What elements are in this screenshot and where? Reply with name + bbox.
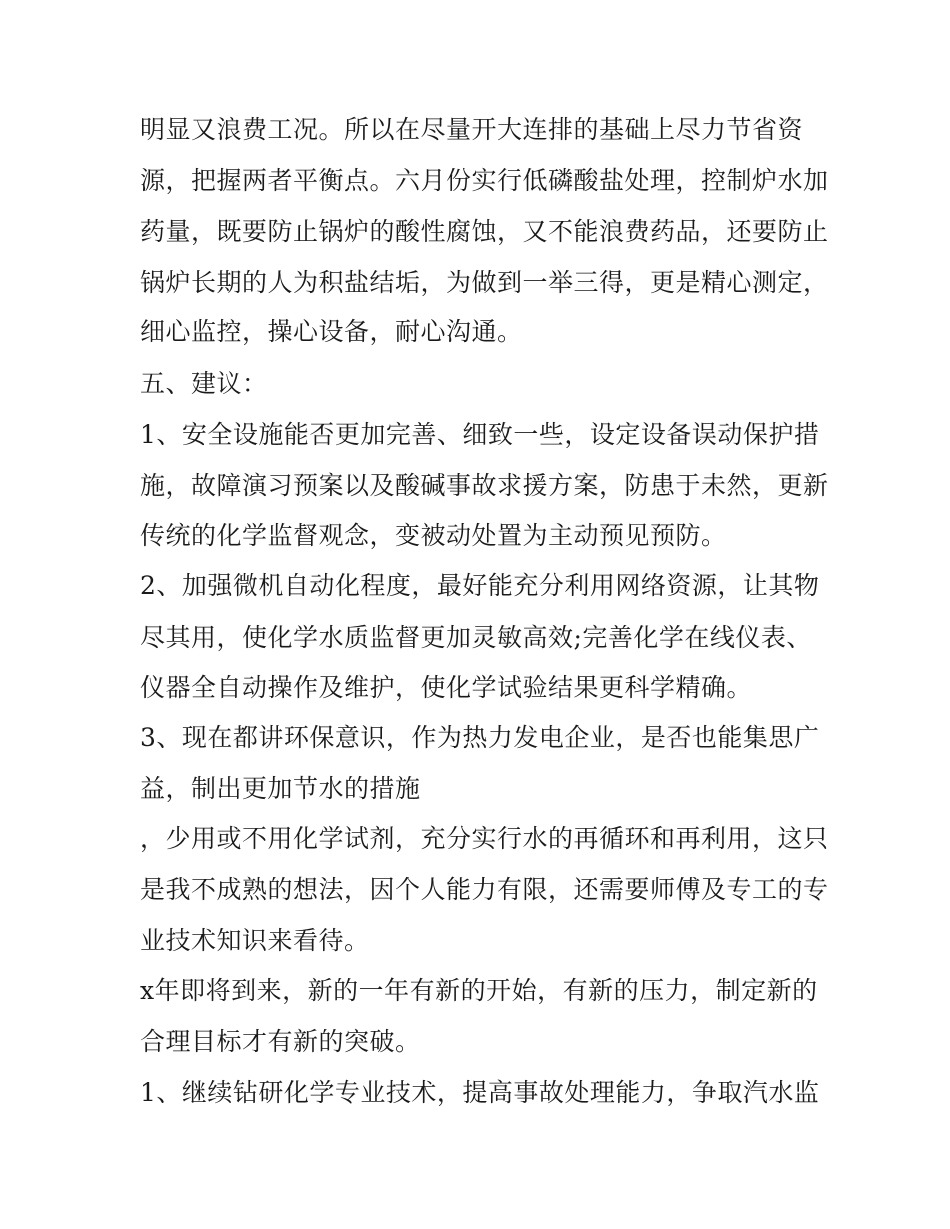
text-line: 明显又浪费工况。所以在尽量开大连排的基础上尽力节省资 (140, 115, 804, 144)
text-line: 1、安全设施能否更加完善、细致一些，设定设备误动保护措 (140, 420, 820, 449)
text-line: 2、加强微机自动化程度，最好能充分利用网络资源，让其物 (140, 571, 820, 600)
text-line: 药量，既要防止锅炉的酸性腐蚀，又不能浪费药品，还要防止 (140, 217, 829, 246)
text-line: 合理目标才有新的突破。 (140, 1027, 421, 1056)
text-line: ，少用或不用化学试剂，充分实行水的再循环和再利用，这只 (140, 824, 829, 853)
text-line: 仪器全自动操作及维护，使化学试验结果更科学精确。 (140, 673, 753, 702)
text-line: 尽其用，使化学水质监督更加灵敏高效;完善化学在线仪表、 (140, 623, 812, 652)
section-heading: 五、建议： (140, 369, 268, 398)
text-line: 3、现在都讲环保意识，作为热力发电企业，是否也能集思广 (140, 723, 820, 752)
text-line: 业技术知识来看待。 (140, 926, 370, 955)
text-line: 是我不成熟的想法，因个人能力有限，还需要师傅及专工的专 (140, 875, 829, 904)
text-line: 1、继续钻研化学专业技术，提高事故处理能力，争取汽水监 (140, 1078, 820, 1107)
text-line: 锅炉长期的人为积盐结垢，为做到一举三得，更是精心测定， (140, 268, 829, 297)
text-line: 传统的化学监督观念，变被动处置为主动预见预防。 (140, 521, 727, 550)
text-line: x年即将到来，新的一年有新的开始，有新的压力，制定新的 (140, 976, 818, 1005)
text-line: 源，把握两者平衡点。六月份实行低磷酸盐处理，控制炉水加 (140, 166, 829, 195)
text-line: 细心监控，操心设备，耐心沟通。 (140, 317, 523, 346)
text-line: 施，故障演习预案以及酸碱事故求援方案，防患于未然，更新 (140, 471, 829, 500)
text-line: 益，制出更加节水的措施 (140, 774, 421, 803)
